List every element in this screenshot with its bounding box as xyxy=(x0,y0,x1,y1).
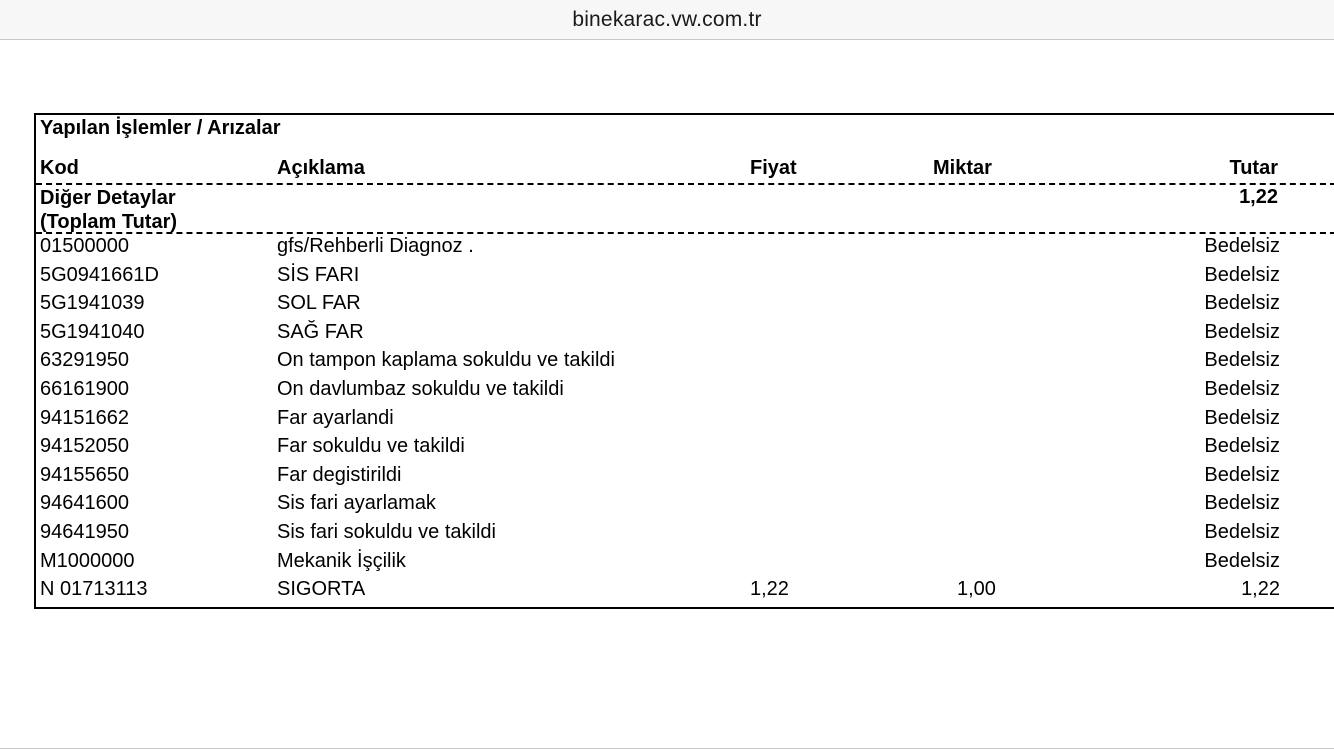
row-total: Bedelsiz xyxy=(1204,549,1280,572)
row-description: Sis fari sokuldu ve takildi xyxy=(277,520,496,543)
row-description: Sis fari ayarlamak xyxy=(277,492,436,515)
row-total: Bedelsiz xyxy=(1204,463,1280,486)
row-code: 01500000 xyxy=(40,235,129,257)
row-total: Bedelsiz xyxy=(1204,320,1280,343)
table-row xyxy=(36,578,1334,607)
table-row xyxy=(36,435,1334,464)
row-total: Bedelsiz xyxy=(1204,406,1280,429)
row-description: gfs/Rehberli Diagnoz . xyxy=(277,235,474,257)
row-code: 94641950 xyxy=(40,520,129,543)
summary-label xyxy=(40,186,177,234)
row-description: Far sokuldu ve takildi xyxy=(277,435,465,458)
row-description: On tampon kaplama sokuldu ve takildi xyxy=(277,349,615,372)
table-row xyxy=(36,521,1334,550)
table-row xyxy=(36,264,1334,293)
row-description: On davlumbaz sokuldu ve takildi xyxy=(277,377,564,400)
row-description: Mekanik İşçilik xyxy=(277,549,406,572)
row-code: 66161900 xyxy=(40,377,129,400)
table-row xyxy=(36,464,1334,493)
row-quantity: 1,00 xyxy=(957,578,996,601)
table-row xyxy=(36,407,1334,436)
row-code: 94151662 xyxy=(40,406,129,429)
summary-total: 1,22 xyxy=(1239,186,1278,208)
row-code: 5G1941040 xyxy=(40,320,145,343)
row-code: 5G1941039 xyxy=(40,292,145,315)
row-total: Bedelsiz xyxy=(1204,349,1280,372)
table-row xyxy=(36,235,1334,264)
operations-table xyxy=(34,113,1334,609)
row-total: Bedelsiz xyxy=(1204,520,1280,543)
summary-label-line2: (Toplam Tutar) xyxy=(40,211,178,233)
row-total: Bedelsiz xyxy=(1204,377,1280,400)
row-code: M1000000 xyxy=(40,549,135,572)
row-total: Bedelsiz xyxy=(1204,235,1280,257)
row-total: Bedelsiz xyxy=(1204,292,1280,315)
section-title: Yapılan İşlemler / Arızalar xyxy=(40,117,281,139)
row-description: SAĞ FAR xyxy=(277,320,364,343)
row-code: N 01713113 xyxy=(40,578,148,601)
column-header-code: Kod xyxy=(40,157,79,179)
row-code: 63291950 xyxy=(40,349,129,372)
browser-address-bar[interactable] xyxy=(0,0,1334,40)
url-text[interactable]: binekarac.vw.com.tr xyxy=(572,8,762,31)
table-row xyxy=(36,492,1334,521)
row-description: Far degistirildi xyxy=(277,463,402,486)
row-total: Bedelsiz xyxy=(1204,435,1280,458)
row-code: 5G0941661D xyxy=(40,263,159,286)
bottom-divider xyxy=(0,748,1334,749)
row-code: 94155650 xyxy=(40,463,129,486)
row-total: 1,22 xyxy=(1241,578,1280,601)
summary-label-line1: Diğer Detaylar xyxy=(40,187,176,209)
column-header-quantity: Miktar xyxy=(933,157,992,179)
header-divider xyxy=(36,183,1334,185)
row-price: 1,22 xyxy=(750,578,789,601)
table-row xyxy=(36,550,1334,579)
table-row xyxy=(36,292,1334,321)
table-row xyxy=(36,349,1334,378)
table-body xyxy=(36,235,1334,607)
row-total: Bedelsiz xyxy=(1204,492,1280,515)
row-description: Far ayarlandi xyxy=(277,406,394,429)
table-row xyxy=(36,321,1334,350)
row-code: 94641600 xyxy=(40,492,129,515)
column-header-total: Tutar xyxy=(1229,157,1278,179)
row-code: 94152050 xyxy=(40,435,129,458)
row-description: SIGORTA xyxy=(277,578,366,601)
table-row xyxy=(36,378,1334,407)
row-total: Bedelsiz xyxy=(1204,263,1280,286)
row-description: SİS FARI xyxy=(277,263,360,286)
row-description: SOL FAR xyxy=(277,292,361,315)
summary-divider xyxy=(36,232,1334,234)
column-header-description: Açıklama xyxy=(277,157,365,179)
column-header-price: Fiyat xyxy=(750,157,797,179)
